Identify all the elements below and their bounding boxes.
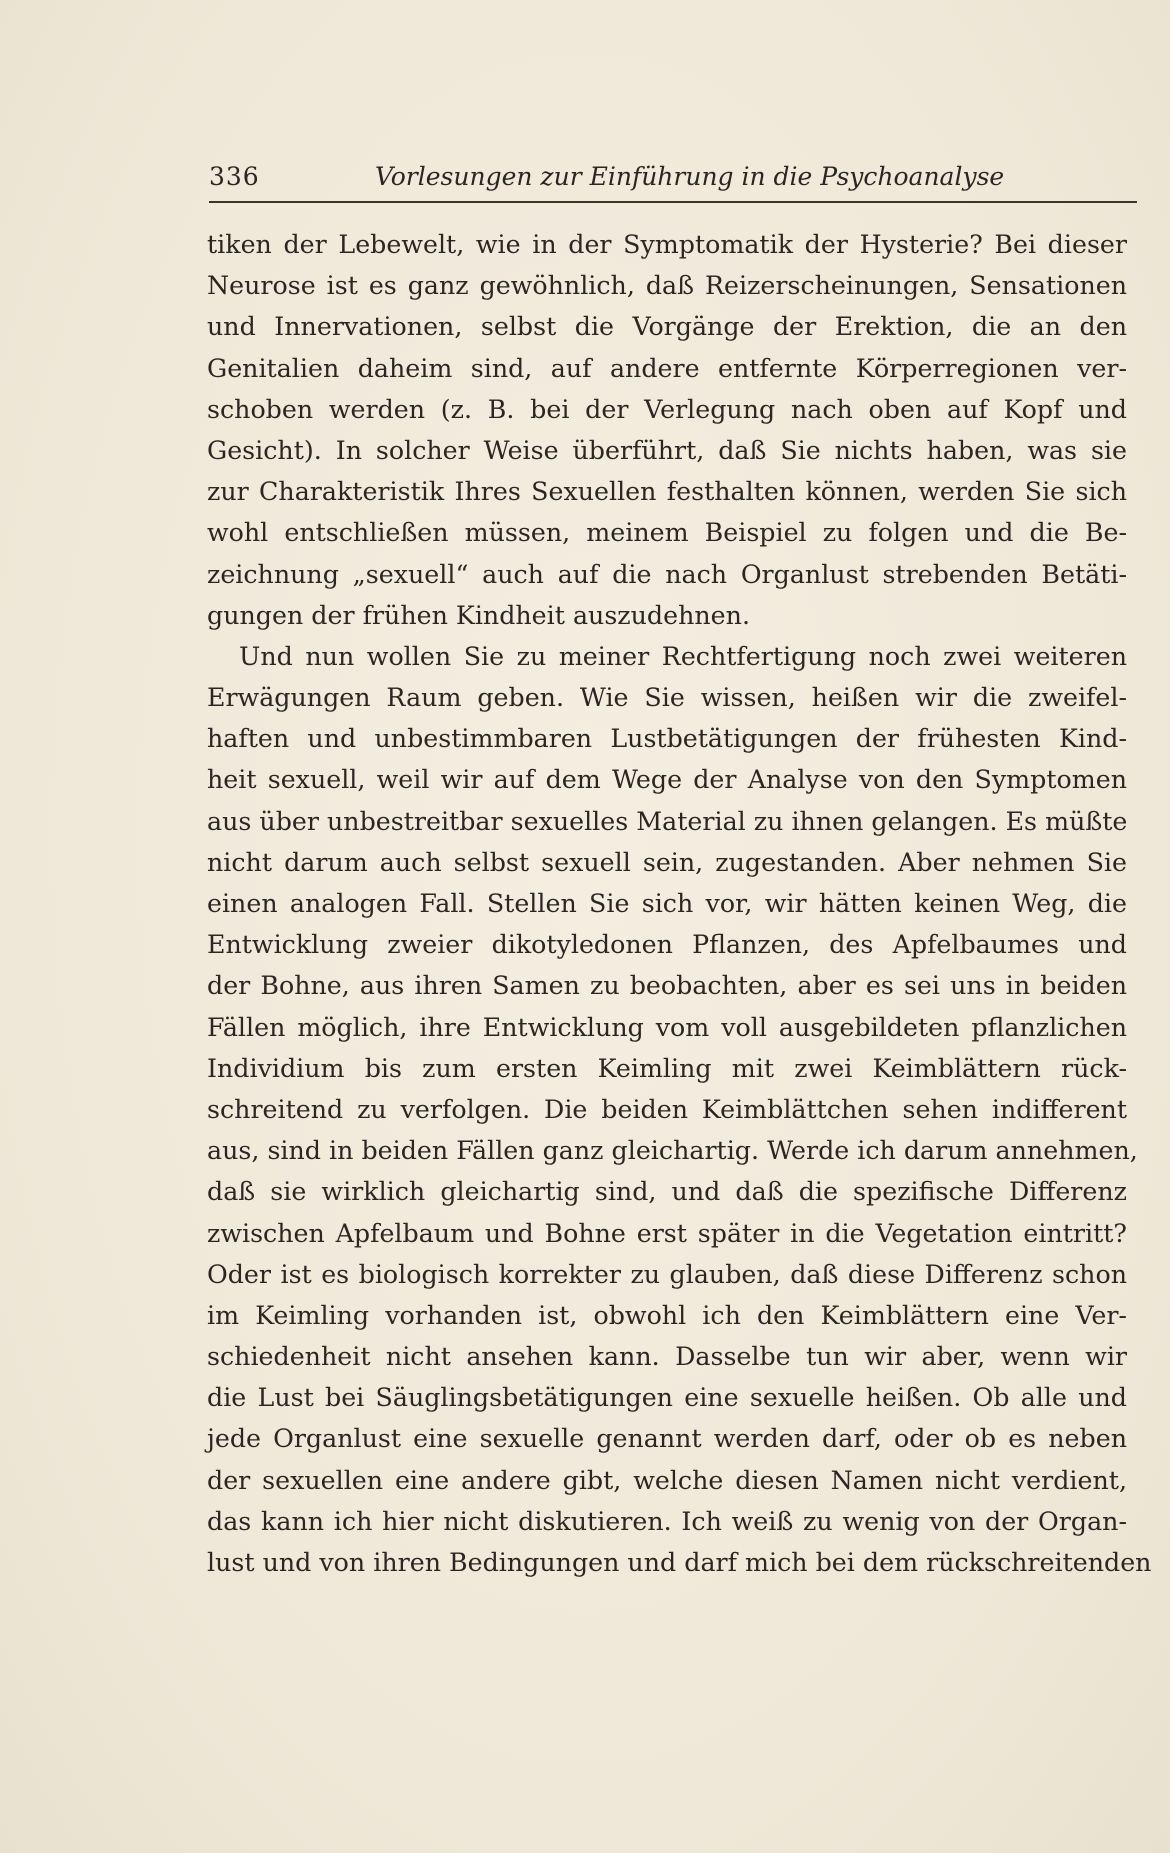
text-line: daß sie wirklich gleichartig sind, und daß die spezifische Differenz xyxy=(207,1177,1127,1207)
page-number: 336 xyxy=(209,162,260,191)
text-line: Oder ist es biologisch korrekter zu glauben, daß diese Differenz schon xyxy=(207,1259,1127,1289)
text-line: schiedenheit nicht ansehen kann. Dasselbe tun wir aber, wenn wir xyxy=(207,1342,1127,1372)
text-line: Fällen möglich, ihre Entwicklung vom voll ausgebildeten pflanzlichen xyxy=(207,1012,1127,1042)
text-line: schoben werden (z. B. bei der Verlegung nach oben auf Kopf und xyxy=(207,394,1127,424)
text-line: und Innervationen, selbst die Vorgänge der Erektion, die an den xyxy=(207,312,1127,342)
text-line: Neurose ist es ganz gewöhnlich, daß Reizerscheinungen, Sensationen xyxy=(207,271,1127,301)
text-line: Erwägungen Raum geben. Wie Sie wissen, heißen wir die zweifel- xyxy=(207,683,1127,713)
text-line: im Keimling vorhanden ist, obwohl ich den Keimblättern eine Ver- xyxy=(207,1300,1127,1330)
text-line: jede Organlust eine sexuelle genannt werden darf, oder ob es neben xyxy=(207,1424,1127,1454)
text-line: aus über unbestreitbar sexuelles Material zu ihnen gelangen. Es müßte xyxy=(207,806,1128,836)
text-line: haften und unbestimmbaren Lustbetätigungen der frühesten Kind- xyxy=(207,724,1127,754)
text-line: die Lust bei Säuglingsbetätigungen eine sexuelle heißen. Ob alle und xyxy=(207,1383,1127,1413)
body-text xyxy=(207,224,1152,1583)
text-line: wohl entschließen müssen, meinem Beispiel zu folgen und die Be- xyxy=(207,518,1127,548)
text-line: lust und von ihren Bedingungen und darf mich bei dem rückschreitenden xyxy=(207,1548,1152,1577)
running-title: Vorlesungen zur Einführung in die Psychoanalyse xyxy=(375,162,1005,191)
text-line: der Bohne, aus ihren Samen zu beobachten, aber es sei uns in beiden xyxy=(207,971,1127,1001)
text-line: Gesicht). In solcher Weise überführt, daß Sie nichts haben, was sie xyxy=(207,435,1127,465)
text-line: aus, sind in beiden Fällen ganz gleichartig. Werde ich darum annehmen, xyxy=(207,1136,1138,1166)
running-header xyxy=(209,158,1137,202)
text-line: zeichnung „sexuell“ auch auf die nach Organlust strebenden Betäti- xyxy=(207,559,1127,589)
text-line: einen analogen Fall. Stellen Sie sich vor, wir hätten keinen Weg, die xyxy=(207,889,1127,918)
text-line: nicht darum auch selbst sexuell sein, zugestanden. Aber nehmen Sie xyxy=(207,847,1127,877)
text-line: der sexuellen eine andere gibt, welche diesen Namen nicht verdient, xyxy=(207,1465,1127,1495)
header-rule xyxy=(209,201,1137,203)
text-line: Genitalien daheim sind, auf andere entfernte Körperregionen ver- xyxy=(207,353,1127,383)
text-line: tiken der Lebewelt, wie in der Symptomatik der Hysterie? Bei dieser xyxy=(207,230,1127,259)
text-line: schreitend zu verfolgen. Die beiden Keimblättchen sehen indifferent xyxy=(207,1094,1127,1124)
text-line: heit sexuell, weil wir auf dem Wege der Analyse von den Symptomen xyxy=(207,765,1127,795)
text-line: Entwicklung zweier dikotyledonen Pflanzen, des Apfelbaumes und xyxy=(207,930,1127,960)
text-line: gungen der frühen Kindheit auszudehnen. xyxy=(207,600,750,630)
text-line: Und nun wollen Sie zu meiner Rechtfertigung noch zwei weiteren xyxy=(239,641,1127,671)
text-line: Individium bis zum ersten Keimling mit zwei Keimblättern rück- xyxy=(207,1053,1127,1083)
text-line: zur Charakteristik Ihres Sexuellen festhalten können, werden Sie sich xyxy=(207,477,1127,507)
text-line: das kann ich hier nicht diskutieren. Ich weiß zu wenig von der Organ- xyxy=(207,1506,1127,1536)
text-line: zwischen Apfelbaum und Bohne erst später in die Vegetation eintritt? xyxy=(207,1218,1127,1248)
